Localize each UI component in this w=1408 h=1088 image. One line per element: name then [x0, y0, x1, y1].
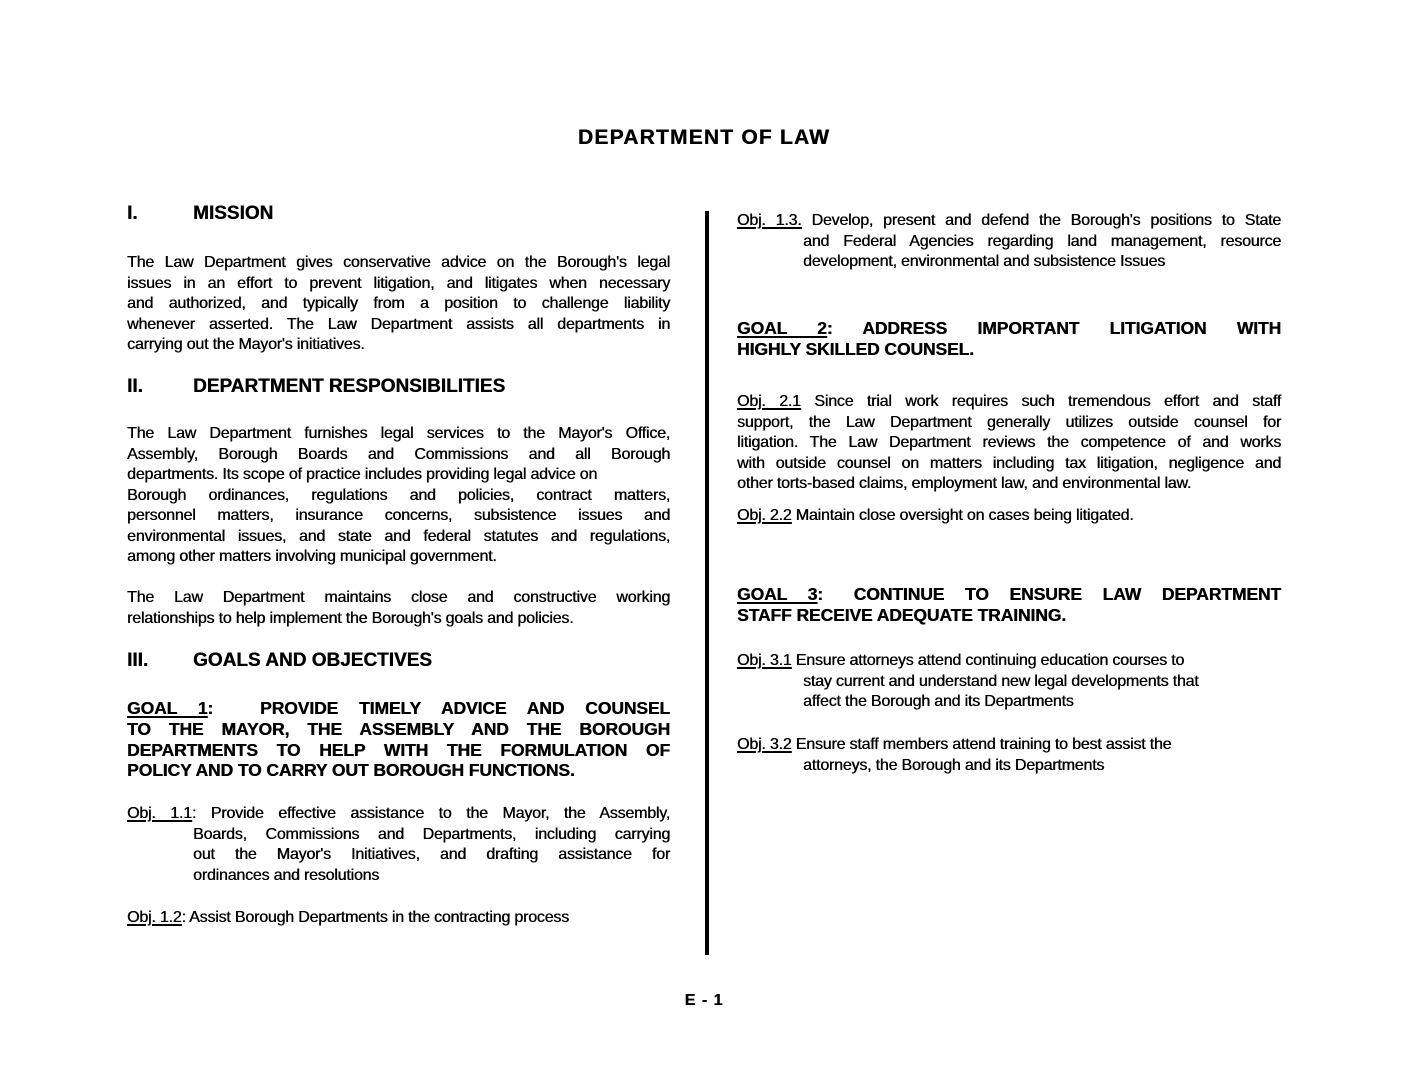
section-number: I.	[127, 203, 138, 224]
label-separator: :	[826, 318, 833, 338]
objective	[737, 735, 1281, 776]
objective-line: Obj. 2.2 Maintain close oversight on cases being litigated.	[737, 507, 1134, 524]
objective	[127, 804, 670, 886]
objective	[737, 651, 1281, 713]
objective-label: Obj. 2.1	[737, 393, 801, 410]
objective-line: affect the Borough and its Departments	[803, 693, 1074, 710]
section-heading-line	[127, 376, 670, 398]
paragraph-line: Borough ordinances, regulations and policies, contract matters,	[127, 486, 670, 504]
objective-line: and Federal Agencies regarding land management, resource	[803, 232, 1281, 250]
paragraph-line: among other matters involving municipal government.	[127, 548, 497, 565]
goal-line: TO THE MAYOR, THE ASSEMBLY AND THE BOROUGH	[127, 718, 670, 739]
page-title: DEPARTMENT OF LAW	[577, 126, 831, 149]
column-divider	[705, 211, 709, 955]
objective-label: Obj. 1.3.	[737, 212, 802, 229]
paragraph	[127, 253, 670, 356]
goal-line: HIGHLY SKILLED COUNSEL.	[737, 338, 974, 359]
paragraph-line: carrying out the Mayor's initiatives.	[127, 336, 365, 353]
goal-label: GOAL 3	[737, 584, 818, 604]
page-number: E - 1	[684, 992, 724, 1009]
paragraph-line: The Law Department furnishes legal services to the Mayor's Office,	[127, 425, 670, 442]
section-heading	[127, 650, 670, 672]
objective-label: Obj. 2.2	[737, 507, 792, 524]
paragraph-line: environmental issues, and state and federal statutes and regulations,	[127, 527, 670, 545]
objective-line: stay current and understand new legal developments that	[803, 672, 1199, 690]
paragraph-line: and authorized, and typically from a position to challenge liability	[127, 295, 670, 312]
goal-heading	[127, 698, 670, 781]
label-separator: :	[181, 909, 186, 926]
label-separator: :	[207, 698, 214, 718]
paragraph-line: relationships to help implement the Borough's goals and policies.	[127, 609, 574, 627]
section-heading	[127, 203, 670, 225]
goal-heading	[737, 584, 1281, 626]
goal-line: STAFF RECEIVE ADEQUATE TRAINING.	[737, 604, 1066, 625]
objective-line: Obj. 1.1: Provide effective assistance to the Mayor, the Assembly,	[127, 805, 671, 822]
objective-line: Obj. 2.1 Since trial work requires such tremendous effort and staff	[737, 393, 1281, 410]
objective-line: litigation. The Law Department reviews the competence of and works	[737, 434, 1281, 451]
goal-heading	[737, 318, 1281, 360]
goal-line: GOAL 1: PROVIDE TIMELY ADVICE AND COUNSEL	[127, 698, 671, 718]
goal-line: GOAL 2: ADDRESS IMPORTANT LITIGATION WITH	[737, 318, 1282, 338]
column-right	[737, 0, 1281, 1088]
goal-label: GOAL 1	[127, 698, 208, 718]
objective-line: development, environmental and subsistence Issues	[803, 253, 1165, 270]
section-title: DEPARTMENT RESPONSIBILITIES	[193, 376, 506, 397]
objective-label: Obj. 1.2	[127, 909, 182, 926]
column-left	[127, 0, 670, 1088]
section-number: III.	[127, 650, 149, 671]
label-separator: :	[817, 584, 823, 604]
objective-line: support, the Law Department generally utilizes outside counsel for	[737, 413, 1281, 431]
goal-label: GOAL 2	[737, 318, 827, 338]
objective-label: Obj. 1.1	[127, 805, 192, 822]
objective-line: ordinances and resolutions	[193, 866, 380, 884]
objective-line: Obj. 1.2: Assist Borough Departments in the contracting process	[127, 909, 569, 926]
paragraph-line: whenever asserted. The Law Department assists all departments in	[127, 315, 670, 333]
section-title: MISSION	[193, 203, 274, 224]
section-heading	[127, 376, 670, 398]
objective-line: Obj. 1.3. Develop, present and defend the Borough's positions to State	[737, 212, 1281, 229]
section-title: GOALS AND OBJECTIVES	[193, 650, 432, 671]
paragraph-line: The Law Department gives conservative advice on the Borough's legal	[127, 254, 670, 271]
objective-label: Obj. 3.2	[737, 736, 792, 753]
paragraph-line: The Law Department maintains close and constructive working	[127, 589, 670, 606]
objective	[127, 908, 670, 929]
section-number: II.	[127, 376, 143, 397]
paragraph	[127, 424, 670, 568]
paragraph	[127, 588, 670, 629]
section-heading-line	[127, 650, 670, 672]
paragraph-line: Assembly, Borough Boards and Commissions and all Borough	[127, 445, 670, 463]
paragraph-line: personnel matters, insurance concerns, subsistence issues and	[127, 507, 670, 524]
section-heading-line	[127, 203, 670, 225]
objective-line: attorneys, the Borough and its Departments	[803, 756, 1105, 774]
objective-line: other torts-based claims, employment law, and environmental law.	[737, 475, 1192, 492]
objective-label: Obj. 3.1	[737, 652, 792, 669]
objective-line: out the Mayor's Initiatives, and drafting assistance for	[193, 846, 670, 863]
label-separator: :	[191, 805, 197, 822]
goal-line: GOAL 3: CONTINUE TO ENSURE LAW DEPARTMENT	[737, 584, 1281, 604]
objective-line: with outside counsel on matters including tax litigation, negligence and	[737, 454, 1281, 472]
objective	[737, 506, 1281, 527]
paragraph-line: departments. Its scope of practice includes providing legal advice on	[127, 466, 598, 483]
objective-line: Boards, Commissions and Departments, including carrying	[193, 825, 670, 843]
goal-line: DEPARTMENTS TO HELP WITH THE FORMULATION OF	[127, 739, 670, 760]
goal-line: POLICY AND TO CARRY OUT BOROUGH FUNCTIONS.	[127, 760, 575, 781]
objective-line: Obj. 3.1 Ensure attorneys attend continuing education courses to	[737, 652, 1185, 669]
objective-line: Obj. 3.2 Ensure staff members attend training to best assist the	[737, 736, 1172, 753]
paragraph-line: issues in an effort to prevent litigation, and litigates when necessary	[127, 274, 670, 292]
objective	[737, 392, 1281, 495]
objective	[737, 211, 1281, 273]
